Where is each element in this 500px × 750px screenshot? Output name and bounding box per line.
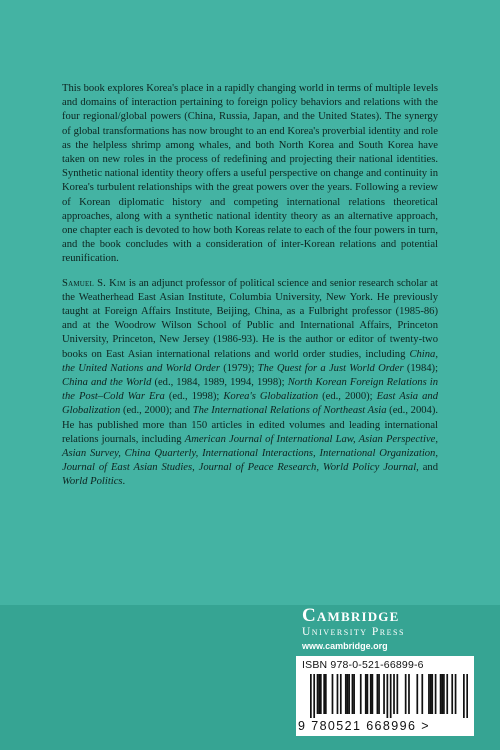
- barcode-bar: [451, 674, 453, 714]
- barcode-bar: [421, 674, 423, 714]
- barcode-bar: [408, 674, 410, 714]
- barcode-bar: [372, 674, 374, 714]
- barcode-bar: [310, 674, 312, 718]
- book-title: China and the World: [62, 377, 152, 389]
- barcode-bar: [405, 674, 407, 714]
- barcode-bar: [332, 674, 334, 714]
- barcode-digits: 9 780521 668996 >: [298, 719, 430, 733]
- publisher-name: Cambridge: [302, 605, 400, 626]
- barcode-icon: [310, 674, 468, 718]
- journal-title: World Politics: [62, 476, 123, 488]
- barcode-bar: [360, 674, 362, 714]
- barcode-bar: [325, 674, 327, 714]
- book-title: China, the United Nations and World Order: [62, 348, 438, 374]
- barcode-bar: [345, 674, 347, 714]
- barcode-bar: [428, 674, 430, 714]
- book-title: The Quest for a Just World Order: [257, 362, 404, 374]
- barcode-bar: [435, 674, 437, 714]
- barcode-bar: [367, 674, 369, 714]
- publisher-logo: [302, 606, 462, 652]
- barcode-bar: [318, 674, 320, 714]
- publisher-subtitle: University Press: [302, 626, 405, 638]
- barcode-bar: [365, 674, 367, 714]
- barcode-bar: [466, 674, 468, 718]
- barcode-bar: [378, 674, 380, 714]
- barcode-bar: [323, 674, 325, 714]
- book-description: This book explores Korea's place in a rapidly changing world in terms of multiple levels and domains of interaction pertaining to foreign policy behaviors and relations with the four regional/global powers (China, Russia, Japan, and the United States). The synergy of global transformations has now brought to an end Korea's proverbial identity and role as the helpless shrimp among whales, and both North Korea and South Korea have taken on new roles in the process of redefining and projecting their national identities. Synthetic national identity theory offers a useful perspective on change and continuity in Korea's turbulent relationships with the great powers over the years. Following a review of Korean diplomatic history and competing international relations theoretical approaches, along with a synthetic national identity theory as an alternative approach, one chapter each is devoted to how both Koreas relate to each of the four powers in turn, and the book concludes with a consideration of inter-Korean relations and potential reunification.: [62, 83, 438, 265]
- barcode-bar: [430, 674, 432, 714]
- barcode-bar: [337, 674, 339, 714]
- book-title: East Asia and Globalization: [62, 391, 438, 417]
- barcode-bar: [441, 674, 443, 714]
- barcode-bar: [393, 674, 395, 714]
- blurb-text-block: [62, 82, 438, 500]
- barcode-bar: [377, 674, 379, 714]
- barcode-bar: [313, 674, 315, 718]
- author-name: Samuel S. Kim: [62, 277, 126, 289]
- book-title: Korea's Globalization: [223, 391, 319, 403]
- publisher-url: www.cambridge.org: [302, 641, 388, 651]
- book-title: North Korean Foreign Relations in the Post–Cold War Era: [62, 377, 438, 403]
- barcode-bar: [440, 674, 442, 714]
- barcode-bar: [352, 674, 354, 714]
- barcode-bar: [348, 674, 350, 714]
- barcode-bar: [396, 674, 398, 714]
- barcode-bar: [320, 674, 322, 714]
- isbn-label: ISBN 978-0-521-66899-6: [302, 659, 424, 671]
- author-bio: Samuel S. Kim is an adjunct professor of political science and senior research scholar at the Weatherhead East Asian Institute, Columbia University, New York. He previously taught at Foreign Affairs Institute, Beijing, China, as a Fulbright professor (1985-86) and at the Woodrow Wilson School of Public and International Affairs, Princeton University, Princeton, New Jersey (1986-93). He is the author or editor of twenty-two books on East Asian international relations and world order studies, including China, the United Nations and World Order (1979); The Quest for a Just World Order (1984); China and the World (ed., 1984, 1989, 1994, 1998); North Korean Foreign Relations in the Post–Cold War Era (ed., 1998); Korea's Globalization (ed., 2000); East Asia and Globalization (ed., 2000); and The International Relations of Northeast Asia (ed., 2004). He has published more than 150 articles in edited volumes and leading international relations journals, including American Journal of International Law, Asian Perspective, Asian Survey, China Quarterly, International Interactions, International Organization, Journal of East Asian Studies, Journal of Peace Research, World Policy Journal, and World Politics.: [62, 277, 439, 488]
- barcode-bar: [455, 674, 457, 714]
- isbn-barcode-box: [296, 656, 474, 736]
- book-title: The International Relations of Northeast Asia: [192, 405, 387, 417]
- barcode-bar: [446, 674, 448, 714]
- barcode-bar: [340, 674, 342, 714]
- barcode-bar: [416, 674, 418, 714]
- barcode-bar: [431, 674, 433, 714]
- barcode-bar: [317, 674, 319, 714]
- barcode-bar: [387, 674, 389, 718]
- barcode-bar: [443, 674, 445, 714]
- journal-list: American Journal of International Law, Asian Perspective, Asian Survey, China Quarterly, International Interactions, International Organization, Journal of East Asian Studies, Journal of Peace Research, World Policy Journal,: [62, 433, 439, 474]
- barcode-bar: [370, 674, 372, 714]
- barcode-bar: [463, 674, 465, 718]
- barcode-bar: [347, 674, 349, 714]
- barcode-bar: [353, 674, 355, 714]
- barcode-bar: [390, 674, 392, 718]
- barcode-bar: [383, 674, 385, 714]
